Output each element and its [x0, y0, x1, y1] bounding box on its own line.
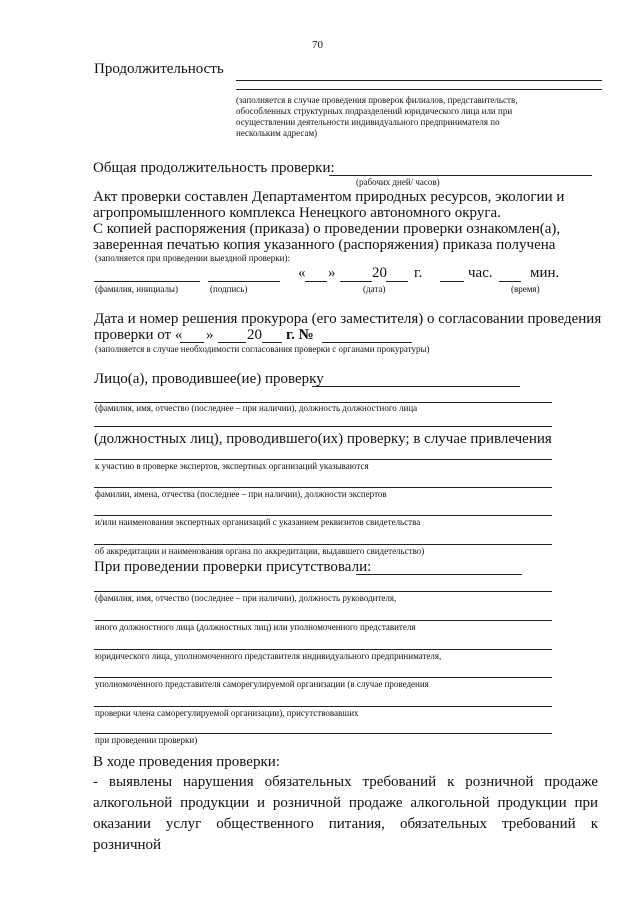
prosecutor-day-field[interactable]	[180, 342, 204, 343]
findings-line: оказании услуг общественного питания, обязательных требований к розничной	[93, 816, 598, 853]
present-note: уполномоченного представителя саморегулируемой организации (в случае проведения	[95, 679, 429, 689]
date-year-field[interactable]	[386, 281, 408, 282]
present-label: При проведении проверки присутствовали:	[94, 559, 372, 575]
total-duration-field[interactable]	[329, 175, 592, 176]
findings-text	[93, 772, 598, 856]
prosecutor-number-label: г. №	[286, 327, 314, 343]
name-field[interactable]	[94, 281, 200, 282]
act-line: Акт проверки составлен Департаментом природных ресурсов, экологии и	[93, 189, 565, 205]
caption-signature: (подпись)	[210, 284, 248, 294]
inspectors-note: об аккредитации и наименования органа по аккредитации, выдавшего свидетельство)	[95, 546, 425, 556]
inspectors-note: к участию в проверке экспертов, экспертных организаций указываются	[95, 461, 369, 471]
total-duration-label: Общая продолжительность проверки:	[93, 160, 335, 176]
date-year-prefix: 20	[372, 265, 387, 281]
present-line[interactable]	[94, 706, 552, 707]
date-quote-open: «	[298, 265, 306, 281]
inspectors-field[interactable]	[312, 386, 520, 387]
present-note: иного должностного лица (должностных лиц) или уполномоченного представителя	[95, 622, 416, 632]
page-number: 70	[312, 39, 323, 51]
present-line[interactable]	[94, 733, 552, 734]
prosecutor-note: (заполняется в случае необходимости согласования проверки с органами прокуратуры)	[95, 344, 430, 354]
caption-time: (время)	[511, 284, 540, 294]
duration-field-line-2[interactable]	[236, 89, 602, 90]
duration-note-line: обособленных структурных подразделений юридического лица или при	[236, 106, 513, 116]
prosecutor-year-prefix: 20	[247, 327, 262, 343]
minutes-field[interactable]	[499, 281, 521, 282]
present-note: проверки члена саморегулируемой организации), присутствовавших	[95, 708, 359, 718]
familiarized-line: С копией распоряжения (приказа) о проведении проверки ознакомлен(а),	[93, 221, 561, 237]
signature-field[interactable]	[208, 281, 280, 282]
date-year-suffix: г.	[414, 265, 423, 281]
familiarized-note: (заполняется при проведении выездной проверки):	[95, 253, 290, 263]
minutes-label: мин.	[530, 265, 560, 281]
familiarized-line: заверенная печатью копия указанного (распоряжения) приказа получена	[93, 237, 556, 253]
inspectors-note: фамилии, имена, отчества (последнее – при наличии), должности экспертов	[95, 489, 387, 499]
hours-label: час.	[468, 265, 493, 281]
duration-label: Продолжительность	[94, 61, 224, 77]
inspectors-line[interactable]	[94, 487, 552, 488]
caption-date: (дата)	[363, 284, 386, 294]
present-line[interactable]	[94, 649, 552, 650]
inspectors-line[interactable]	[94, 515, 552, 516]
date-quote-close: »	[328, 265, 336, 281]
inspectors-line[interactable]	[94, 544, 552, 545]
prosecutor-number-field[interactable]	[322, 342, 412, 343]
prosecutor-line-1: Дата и номер решения прокурора (его заместителя) о согласовании проведения	[94, 311, 602, 327]
prosecutor-line-2-prefix: проверки от «	[94, 327, 183, 343]
present-note: юридического лица, уполномоченного представителя индивидуального предпринимателя,	[95, 651, 442, 661]
duration-note-line: нескольким адресам)	[236, 128, 318, 138]
prosecutor-month-field[interactable]	[218, 342, 246, 343]
date-month-field[interactable]	[340, 281, 372, 282]
present-line[interactable]	[94, 677, 552, 678]
present-field[interactable]	[356, 574, 522, 575]
present-line[interactable]	[94, 591, 552, 592]
total-duration-note: (рабочих дней/ часов)	[356, 177, 440, 187]
act-line: агропромышленного комплекса Ненецкого автономного округа.	[93, 205, 501, 221]
findings-label: В ходе проведения проверки:	[93, 754, 280, 770]
date-day-field[interactable]	[305, 281, 327, 282]
hours-field[interactable]	[440, 281, 464, 282]
present-note: (фамилия, имя, отчество (последнее – при наличии), должность руководителя,	[95, 593, 397, 603]
caption-name: (фамилия, инициалы)	[95, 284, 178, 294]
duration-note-line: (заполняется в случае проведения проверок филиалов, представительств,	[236, 95, 518, 105]
inspectors-label: Лицо(а), проводившее(ие) проверку	[94, 371, 324, 387]
findings-line: - выявлены нарушения обязательных требований к розничной продаже	[93, 774, 598, 790]
inspectors-line[interactable]	[94, 459, 552, 460]
inspectors-note: (фамилия, имя, отчество (последнее – при наличии), должность должностного лица	[95, 403, 418, 413]
inspectors-line[interactable]	[94, 426, 552, 427]
prosecutor-year-field[interactable]	[262, 342, 282, 343]
findings-line: алкогольной продукции и розничной продаже алкогольной продукции при	[93, 795, 598, 811]
inspectors-continuation: (должностных лиц), проводившего(их) проверку; в случае привлечения	[94, 431, 552, 447]
present-line[interactable]	[94, 620, 552, 621]
duration-field[interactable]	[236, 80, 602, 81]
prosecutor-quote-close: »	[206, 327, 214, 343]
duration-note-line: осуществлении деятельности индивидуального предпринимателя по	[236, 117, 500, 127]
present-note: при проведении проверки)	[95, 735, 198, 745]
inspectors-note: и/или наименования экспертных организаций с указанием реквизитов свидетельства	[95, 517, 421, 527]
